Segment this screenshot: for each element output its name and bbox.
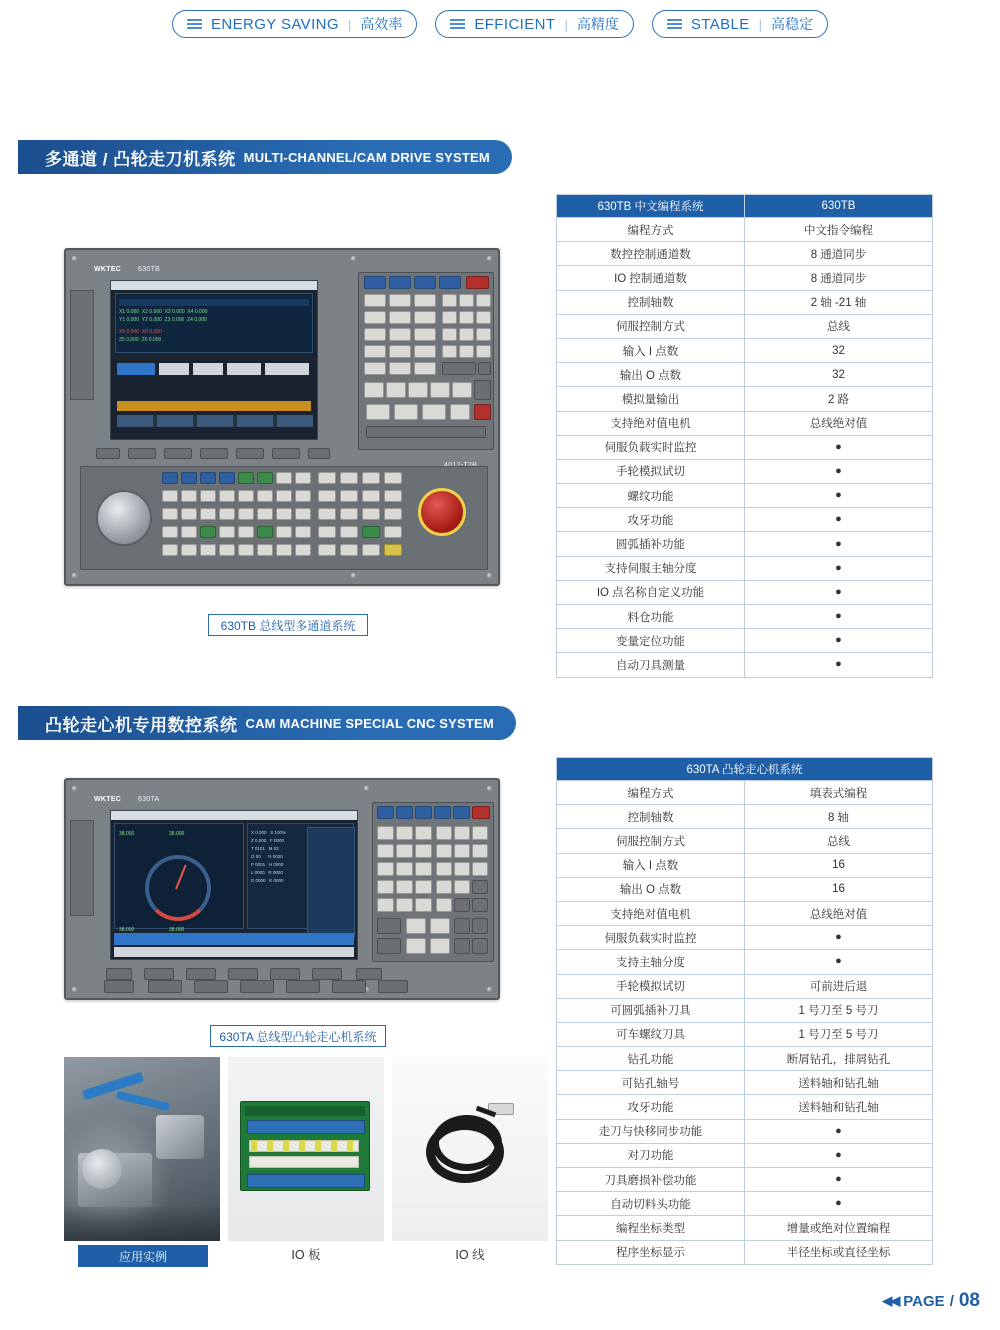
spec-key: 伺服负载实时监控 (557, 435, 745, 459)
table-row (557, 556, 933, 580)
spec-key: 料仓功能 (557, 605, 745, 629)
spec-key: 输出 O 点数 (557, 363, 745, 387)
badge-cn-label: 高精度 (576, 16, 619, 32)
spec-value: ● (745, 556, 933, 580)
spec-value: 断屑钻孔，排屑钻孔 (745, 1047, 933, 1071)
spec-key: 对刀功能 (557, 1143, 745, 1167)
table-row (557, 1047, 933, 1071)
photo-io-board (228, 1057, 384, 1241)
device-image-630tb (64, 248, 500, 586)
spec-value: 填表式编程 (745, 781, 933, 805)
table-row (557, 459, 933, 483)
spec-value: 32 (745, 363, 933, 387)
badge-en-label: ENERGY SAVING (210, 15, 339, 33)
spec-key: 伺服负载实时监控 (557, 926, 745, 950)
table-header-row (557, 195, 933, 218)
feature-badge-stable (652, 10, 828, 38)
table-row (557, 435, 933, 459)
device-brand-label: WKTEC (94, 796, 122, 803)
table-header-right: 630TB (745, 195, 933, 218)
spec-value: ● (745, 435, 933, 459)
spec-key: 手轮模拟试切 (557, 459, 745, 483)
table-row (557, 484, 933, 508)
page-label: PAGE (903, 1292, 945, 1310)
spec-key: 程序坐标显示 (557, 1240, 745, 1264)
spec-key: 刀具磨损补偿功能 (557, 1168, 745, 1192)
table-row (557, 338, 933, 362)
table-row (557, 387, 933, 411)
badge-en-label: EFFICIENT (474, 15, 556, 33)
table-row (557, 218, 933, 242)
spec-key: 控制轴数 (557, 805, 745, 829)
photo-io-cable (392, 1057, 548, 1241)
spec-value: ● (745, 532, 933, 556)
table-row (557, 1095, 933, 1119)
table-row (557, 314, 933, 338)
section-1-title-cn: 多通道 / 凸轮走刀机系统 (45, 149, 236, 169)
spec-table-630tb (556, 194, 933, 678)
spec-key: 螺纹功能 (557, 484, 745, 508)
badge-cn-label: 高效率 (360, 16, 403, 32)
table-row (557, 805, 933, 829)
spec-key: 攻牙功能 (557, 508, 745, 532)
section-2-header (25, 706, 516, 740)
spec-key: 数控控制通道数 (557, 242, 745, 266)
photo-label-io-board: IO 板 (291, 1248, 321, 1262)
spec-value: 中文指令编程 (745, 218, 933, 242)
spec-value: 总线 (745, 829, 933, 853)
emergency-stop-button[interactable] (418, 488, 466, 536)
table-row (557, 605, 933, 629)
spec-key: 输入 I 点数 (557, 853, 745, 877)
spec-key: 攻牙功能 (557, 1095, 745, 1119)
spec-value: 2 路 (745, 387, 933, 411)
table-row (557, 532, 933, 556)
spec-value: ● (745, 653, 933, 677)
spec-value: ● (745, 1192, 933, 1216)
spec-value: ● (745, 926, 933, 950)
table-header-left: 630TB 中文编程系统 (557, 195, 745, 218)
spec-value: 8 通道同步 (745, 242, 933, 266)
spec-value: ● (745, 459, 933, 483)
menu-lines-icon (667, 19, 682, 29)
spec-value: 总线绝对值 (745, 901, 933, 925)
table-row (557, 1143, 933, 1167)
page-slash: / (949, 1292, 954, 1310)
table-row (557, 1240, 933, 1264)
table-row (557, 926, 933, 950)
spec-value: 增量或绝对位置编程 (745, 1216, 933, 1240)
cnc-display-screen-630ta: 38.000 38.000 38.000 38.000 X 0.000 S 100% Z 0.000 F 0000 T 0101 M 03 G 00 N 0020 P 0001 H 0000 L 0000 R 0000 D 0000 E 0000 (110, 810, 358, 960)
caption-630ta: 630TA 总线型凸轮走心机系统 (210, 1025, 386, 1047)
spec-key: 圆弧插补功能 (557, 532, 745, 556)
table-row (557, 829, 933, 853)
spec-key: 编程坐标类型 (557, 1216, 745, 1240)
table-row (557, 877, 933, 901)
spec-key: IO 点名称自定义功能 (557, 580, 745, 604)
device-image-630ta (64, 778, 500, 1000)
prev-page-arrows-icon: ◀◀ (882, 1293, 899, 1308)
spec-value: 送料轴和钻孔轴 (745, 1095, 933, 1119)
spec-key: 编程方式 (557, 781, 745, 805)
table-row (557, 781, 933, 805)
section-2-accent-bar (18, 706, 25, 740)
spec-value: ● (745, 629, 933, 653)
spec-key: 自动刀具测量 (557, 653, 745, 677)
cnc-panel-630tb (64, 248, 500, 586)
spec-value: 半径坐标或直径坐标 (745, 1240, 933, 1264)
spec-key: 手轮模拟试切 (557, 974, 745, 998)
spec-key: 支持绝对值电机 (557, 901, 745, 925)
cnc-panel-630ta (64, 778, 500, 1000)
spec-value: ● (745, 950, 933, 974)
spec-key: 模拟量输出 (557, 387, 745, 411)
menu-lines-icon (187, 19, 202, 29)
photo-label-application: 应用实例 (78, 1245, 208, 1267)
spec-key: 支持绝对值电机 (557, 411, 745, 435)
table-row (557, 1168, 933, 1192)
spec-value: 可前进后退 (745, 974, 933, 998)
spec-key: 可车螺纹刀具 (557, 1022, 745, 1046)
badge-cn-label: 高稳定 (771, 16, 814, 32)
badge-divider: | (758, 16, 763, 32)
table-row (557, 242, 933, 266)
device-model-label: 630TA (138, 796, 160, 803)
spec-value: ● (745, 484, 933, 508)
table-row (557, 653, 933, 677)
spec-key: 自动切料头功能 (557, 1192, 745, 1216)
spec-value: ● (745, 1119, 933, 1143)
spec-table-630ta (556, 757, 933, 1265)
feature-badge-efficient (435, 10, 634, 38)
spec-key: 输出 O 点数 (557, 877, 745, 901)
feedrate-knob[interactable] (96, 490, 152, 546)
spec-key: 支持主轴分度 (557, 950, 745, 974)
spec-value: 8 通道同步 (745, 266, 933, 290)
spec-value: 16 (745, 877, 933, 901)
table-header-row (557, 758, 933, 781)
spec-value: 2 轴 -21 轴 (745, 290, 933, 314)
spec-value: 送料轴和钻孔轴 (745, 1071, 933, 1095)
spec-value: 16 (745, 853, 933, 877)
caption-630tb: 630TB 总线型多通道系统 (208, 614, 368, 636)
table-row (557, 1119, 933, 1143)
table-header-title: 630TA 凸轮走心机系统 (557, 758, 933, 781)
cnc-display-screen: X1 0.000 X2 0.000 X3 0.000 X4 0.000 Y1 0.000 Y2 0.000 Z3 0.000 Z4 0.000 X5 0.000 X6 0.000 Z5 0.000 Z6 0.000 (110, 280, 318, 440)
section-1-header (25, 140, 512, 174)
spec-key: 编程方式 (557, 218, 745, 242)
spec-key: 变量定位功能 (557, 629, 745, 653)
badge-en-label: STABLE (690, 15, 750, 33)
spec-key: 可圆弧插补刀具 (557, 998, 745, 1022)
spec-key: 走刀与快移同步功能 (557, 1119, 745, 1143)
section-1-title-en: MULTI-CHANNEL/CAM DRIVE SYSTEM (243, 149, 490, 165)
spec-key: 可钻孔轴号 (557, 1071, 745, 1095)
section-1-accent-bar (18, 140, 25, 174)
spec-value: ● (745, 508, 933, 532)
page-footer (882, 1290, 980, 1312)
table-row (557, 629, 933, 653)
section-2-title-cn: 凸轮走心机专用数控系统 (45, 715, 238, 735)
table-row (557, 974, 933, 998)
page-number: 08 (958, 1290, 980, 1311)
feature-badge-energy-saving (172, 10, 417, 38)
menu-lines-icon (450, 19, 465, 29)
device-brand-label: WKTEC (94, 266, 122, 273)
spec-value: 1 号刀至 5 号刀 (745, 998, 933, 1022)
spec-value: ● (745, 1168, 933, 1192)
photo-label-io-cable: IO 线 (455, 1248, 485, 1262)
table-row (557, 266, 933, 290)
badge-divider: | (347, 16, 352, 32)
spec-value: ● (745, 1143, 933, 1167)
spec-value: 1 号刀至 5 号刀 (745, 1022, 933, 1046)
table-row (557, 853, 933, 877)
table-row (557, 901, 933, 925)
spec-key: 控制轴数 (557, 290, 745, 314)
badge-divider: | (564, 16, 568, 32)
spec-key: 支持伺服主轴分度 (557, 556, 745, 580)
table-row (557, 1216, 933, 1240)
spec-key: 输入 I 点数 (557, 338, 745, 362)
table-row (557, 1022, 933, 1046)
table-row (557, 998, 933, 1022)
table-row (557, 363, 933, 387)
spec-value: 总线绝对值 (745, 411, 933, 435)
spec-value: 32 (745, 338, 933, 362)
photo-application-example (64, 1057, 220, 1241)
spec-key: IO 控制通道数 (557, 266, 745, 290)
spec-key: 钻孔功能 (557, 1047, 745, 1071)
device-model-label: 630TB (138, 266, 161, 273)
table-row (557, 411, 933, 435)
table-row (557, 580, 933, 604)
table-row (557, 508, 933, 532)
spec-value: 8 轴 (745, 805, 933, 829)
table-row (557, 950, 933, 974)
spec-value: ● (745, 605, 933, 629)
table-row (557, 1071, 933, 1095)
spec-key: 伺服控制方式 (557, 829, 745, 853)
table-row (557, 1192, 933, 1216)
spec-key: 伺服控制方式 (557, 314, 745, 338)
table-row (557, 290, 933, 314)
spec-value: ● (745, 580, 933, 604)
spec-value: 总线 (745, 314, 933, 338)
section-2-title-en: CAM MACHINE SPECIAL CNC SYSTEM (245, 715, 494, 731)
feature-badge-bar (0, 6, 1000, 42)
